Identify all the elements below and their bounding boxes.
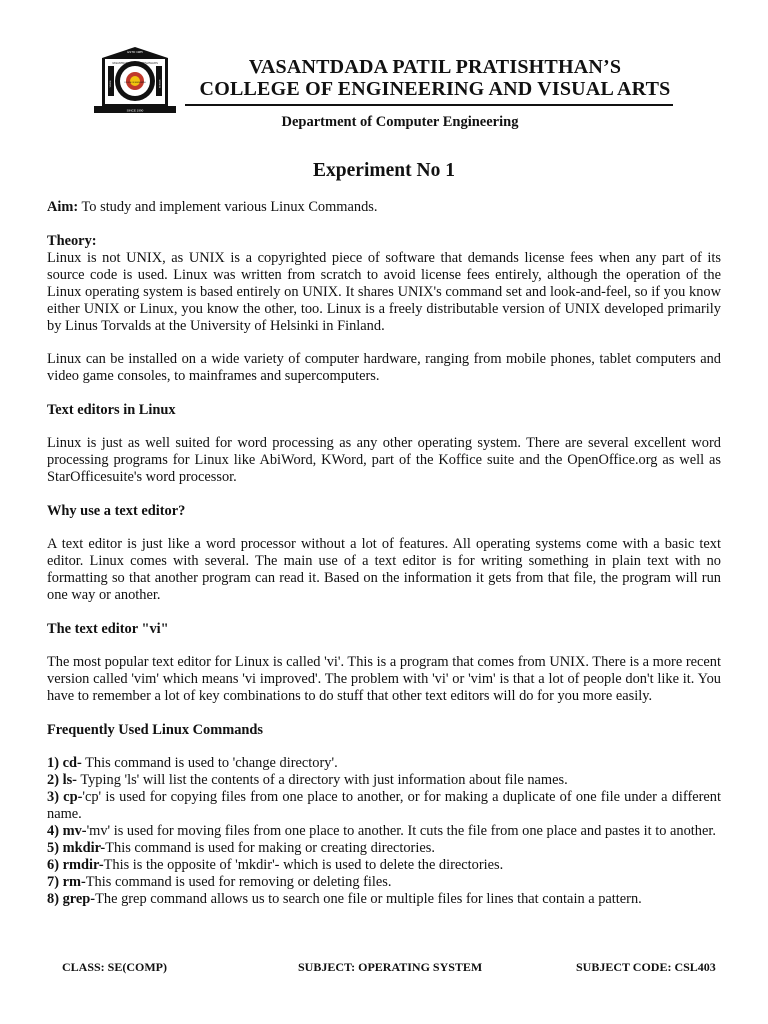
vi-editor-paragraph: The most popular text editor for Linux is called 'vi'. This is a program that comes from UNIX. There is a more recent version called 'vim' which means 'vi improved'. The problem with 'vi' or 'vim' is that a lot of people don't like it. You have to remember a lot of key combinations to do stuff that other text editors will do for you more easily.	[47, 654, 721, 704]
command-item	[47, 874, 721, 891]
theory-paragraph-1: Linux is not UNIX, as UNIX is a copyrighted piece of software that demands license fees when any part of its source code is used. Linux was written from scratch to avoid license fees entirely, although the operation of the Linux operating system is based entirely on UNIX. It shares UNIX's command set and look-and-feel, so if you know either UNIX or Linux, you know the other, too. Linux is a freely distributable version of UNIX developed primarily by Linus Torvalds at the University of Helsinki in Finland.	[47, 249, 721, 334]
college-name	[195, 56, 675, 100]
document-body	[47, 199, 721, 908]
footer-subject: SUBJECT: OPERATING SYSTEM	[298, 960, 483, 974]
command-description: This command is used for removing or deleting files.	[85, 874, 392, 890]
aim-text: To study and implement various Linux Commands.	[78, 199, 378, 215]
command-description: 'cp' is used for copying files from one place to another, or for making a duplicate of one file under a different name.	[47, 789, 721, 822]
vi-editor-heading: The text editor "vi"	[47, 620, 169, 637]
logo-inner-left: VISION	[110, 80, 112, 88]
command-label: 3) cp-	[47, 789, 83, 805]
theory-paragraph-2: Linux can be installed on a wide variety of computer hardware, ranging from mobile phones, tablet computers and video game consoles, to mainframes and supercomputers.	[47, 351, 721, 384]
aim-line	[47, 199, 721, 216]
command-item	[47, 755, 721, 772]
aim-label: Aim:	[47, 199, 79, 215]
command-label: 7) rm-	[47, 874, 86, 890]
command-label: 4) mv-	[47, 823, 87, 839]
logo-top-text: ESTD 1985	[127, 50, 143, 54]
header-divider	[185, 104, 673, 106]
logo-inner-right: MISSION	[158, 79, 160, 89]
why-editor-heading: Why use a text editor?	[47, 502, 186, 519]
theory-heading: Theory:	[47, 232, 97, 249]
commands-heading: Frequently Used Linux Commands	[47, 721, 264, 738]
command-item	[47, 823, 721, 840]
command-description: This command is used to 'change directory'.	[81, 755, 338, 771]
college-logo	[92, 44, 178, 116]
footer-class: CLASS: SE(COMP)	[62, 960, 168, 974]
page-footer	[0, 960, 768, 976]
command-description: This command is used for making or creating directories.	[105, 840, 435, 856]
text-editors-heading: Text editors in Linux	[47, 401, 176, 418]
college-name-line2: COLLEGE OF ENGINEERING AND VISUAL ARTS	[199, 78, 671, 100]
command-description: 'mv' is used for moving files from one place to another. It cuts the file from one place and pastes it to another.	[86, 823, 716, 839]
experiment-title: Experiment No 1	[313, 160, 455, 181]
text-editors-paragraph: Linux is just as well suited for word processing as any other operating system. There are several excellent word processing programs for Linux like AbiWord, KWord, part of the Koffice suite and the OpenOffice.org as well as StarOfficesuite's word processor.	[47, 435, 721, 485]
command-label: 5) mkdir-	[47, 840, 106, 856]
command-item	[47, 857, 721, 874]
command-item	[47, 891, 721, 908]
department-name: Department of Computer Engineering	[281, 114, 519, 130]
command-description: Typing 'ls' will list the contents of a directory with just information about file names.	[76, 772, 568, 788]
logo-center-text: COLLEGE OF ENGINEERING	[124, 83, 146, 84]
logo-bottom-text: SINCE 1990	[126, 108, 144, 113]
command-label: 8) grep-	[47, 891, 96, 907]
command-description: The grep command allows us to search one file or multiple files for lines that contain a pattern.	[95, 891, 642, 907]
command-description: This is the opposite of 'mkdir'- which is used to delete the directories.	[103, 857, 504, 873]
footer-subject-code: SUBJECT CODE: CSL403	[576, 960, 716, 974]
command-label: 1) cd-	[47, 755, 82, 771]
command-label: 2) ls-	[47, 772, 77, 788]
why-editor-paragraph: A text editor is just like a word processor without a lot of features. All operating systems come with a basic text editor. Linux comes with several. The main use of a text editor is for writing something in plain text with no formatting so that another program can read it. Based on the information it gets from that file, the program will run one way or another.	[47, 536, 721, 603]
command-label: 6) rmdir-	[47, 857, 104, 873]
college-name-line1: VASANTDADA PATIL PRATISHTHAN’S	[248, 56, 622, 78]
command-item	[47, 789, 721, 823]
logo-ring-text: VASANTDADA PATIL PRATISHTHAN'S	[112, 62, 158, 65]
command-item	[47, 772, 721, 789]
command-item	[47, 840, 721, 857]
